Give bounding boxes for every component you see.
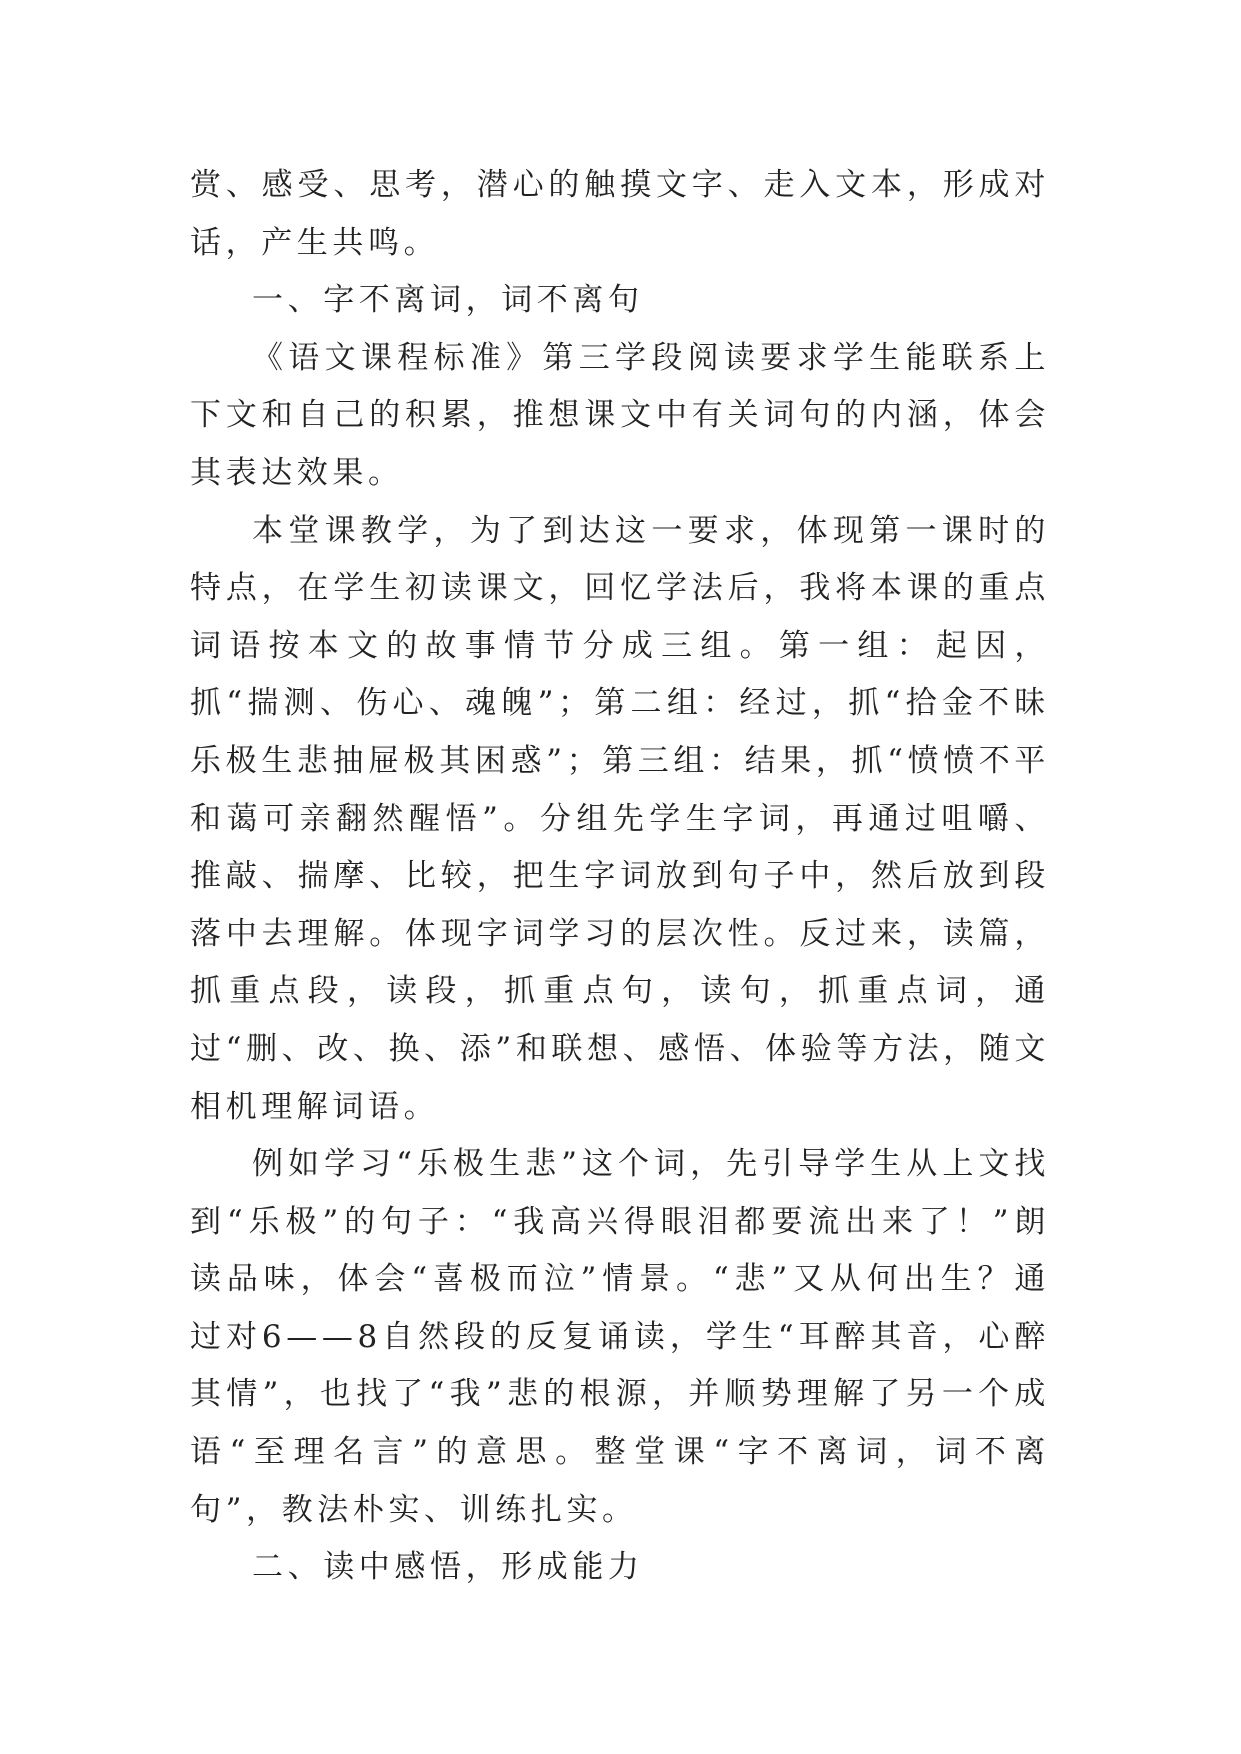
paragraph-standard: 《语文课程标准》第三学段阅读要求学生能联系上下文和自己的积累，推想课文中有关词句的内涵，体会其表达效果。 xyxy=(190,339,1050,491)
paragraph-example: 例如学习“乐极生悲”这个词，先引导学生从上文找到“乐极”的句子：“我高兴得眼泪都要流出来了！”朗读品味，体会“喜极而泣”情景。“悲”又从何出生？通过对6——8自然段的反复诵读，学生“耳醉其音，心醉其情”，也找了“我”悲的根源，并顺势理解了另一个成语“至理名言”的意思。整堂课“字不离词，词不离句”，教法朴实、训练扎实。 xyxy=(190,1146,1050,1528)
paragraph-continuation: 赏、感受、思考，潜心的触摸文字、走入文本，形成对话，产生共鸣。 xyxy=(190,167,1050,261)
section-heading-2: 二、读中感悟，形成能力 xyxy=(252,1549,644,1586)
paragraph-teaching: 本堂课教学，为了到达这一要求，体现第一课时的特点，在学生初读课文，回忆学法后，我将本课的重点词语按本文的故事情节分成三组。第一组：起因，抓“揣测、伤心、魂魄”；第二组：经过，抓“拾金不昧乐极生悲抽屉极其困惑”；第三组：结果，抓“愤愤不平和蔼可亲翻然醒悟”。分组先学生字词，再通过咀嚼、推敲、揣摩、比较，把生字词放到句子中，然后放到段落中去理解。体现字词学习的层次性。反过来，读篇，抓重点段，读段，抓重点句，读句，抓重点词，通过“删、改、换、添”和联想、感悟、体验等方法，随文相机理解词语。 xyxy=(190,512,1050,1125)
document-body xyxy=(190,157,1050,1597)
section-heading-1: 一、字不离词，词不离句 xyxy=(252,282,644,319)
